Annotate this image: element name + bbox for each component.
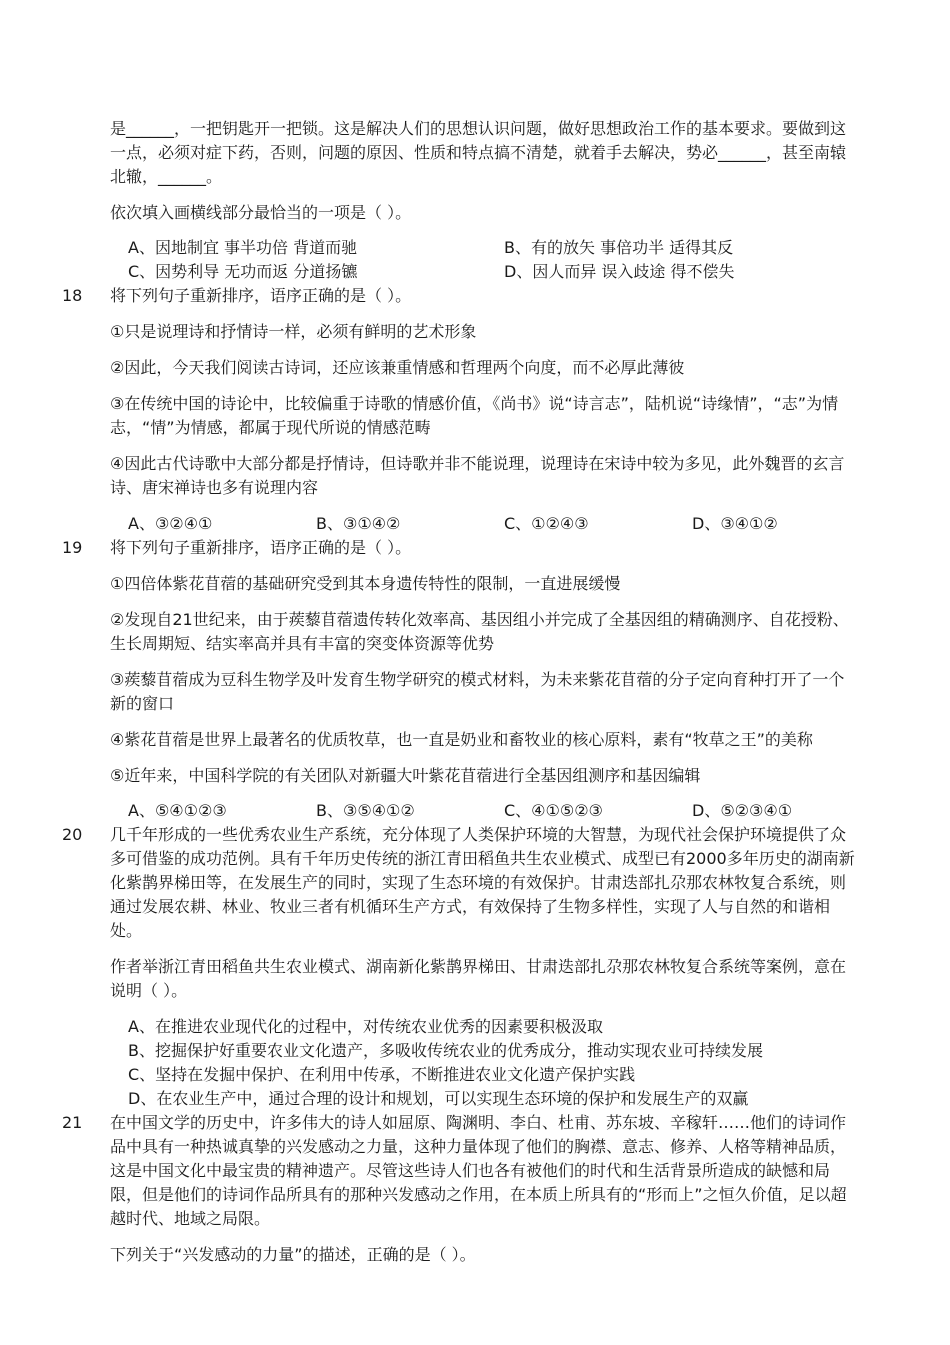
q17-option-a[interactable]: A、因地制宜 事半功倍 背道而驰 [128, 238, 358, 257]
q19-number: 19 [62, 538, 83, 557]
q19-sentence-5: ⑤近年来，中国科学院的有关团队对新疆大叶紫花苜蓿进行全基因组测序和基因编辑 [110, 766, 701, 785]
q19-option-b[interactable]: B、③⑤④①② [316, 801, 415, 820]
q18-number: 18 [62, 286, 83, 305]
q21-number: 21 [62, 1113, 83, 1132]
q17-prompt: 依次填入画横线部分最恰当的一项是（ ）。 [110, 203, 412, 222]
q20-prompt: 作者举浙江青田稻鱼共生农业模式、湖南新化紫鹊界梯田、甘肃迭部扎尕那农林牧复合系统等案例，意在说明（ ）。 [110, 957, 847, 1000]
q20-passage: 几千年形成的一些优秀农业生产系统，充分体现了人类保护环境的大智慧，为现代社会保护环境提供了众多可借鉴的成功范例。具有千年历史传统的浙江青田稻鱼共生农业模式、成型已有2000多年历史的湖南新化紫鹊界梯田等，在发展生产的同时，实现了生态环境的有效保护。甘肃迭部扎尕那农林牧复合系统，则通过发展农耕、林业、牧业三者有机循环生产方式，有效保持了生物多样性，实现了人与自然的和谐相处。 [110, 825, 855, 940]
q19-sentence-3: ③蒺藜苜蓿成为豆科生物学及叶发育生物学研究的模式材料，为未来紫花苜蓿的分子定向育种打开了一个新的窗口 [110, 670, 845, 713]
q19-prompt: 将下列句子重新排序，语序正确的是（ ）。 [110, 538, 412, 557]
q20-option-d[interactable]: D、在农业生产中，通过合理的设计和规划，可以实现生态环境的保护和发展生产的双赢 [128, 1089, 749, 1108]
q19-option-a[interactable]: A、⑤④①②③ [128, 801, 227, 820]
q17-option-b[interactable]: B、有的放矢 事倍功半 适得其反 [504, 238, 734, 257]
q21-passage: 在中国文学的历史中，许多伟大的诗人如屈原、陶渊明、李白、杜甫、苏东坡、辛稼轩……他们的诗词作品中具有一种热诚真挚的兴发感动之力量，这种力量体现了他们的胸襟、意志、修养、人格等精神品质，这是中国文化中最宝贵的精神遗产。尽管这些诗人们也各有被他们的时代和生活背景所造成的缺憾和局限，但是他们的诗词作品所具有的那种兴发感动之作用，在本质上所具有的“形而上”之恒久价值，足以超越时代、地域之局限。 [110, 1113, 847, 1228]
q18-option-c[interactable]: C、①②④③ [504, 514, 589, 533]
q19-sentence-1: ①四倍体紫花苜蓿的基础研究受到其本身遗传特性的限制，一直进展缓慢 [110, 574, 621, 593]
q17-stem: 是______，一把钥匙开一把锁。这是解决人们的思想认识问题，做好思想政治工作的基本要求。要做到这一点，必须对症下药，否则，问题的原因、性质和特点搞不清楚，就着手去解决，势必______，甚至南辕北辙，______。 [110, 119, 847, 186]
q19-sentence-2: ②发现自21世纪来，由于蒺藜苜蓿遗传转化效率高、基因组小并完成了全基因组的精确测序、自花授粉、生长周期短、结实率高并具有丰富的突变体资源等优势 [110, 610, 849, 653]
q20-option-a[interactable]: A、在推进农业现代化的过程中，对传统农业优秀的因素要积极汲取 [128, 1017, 603, 1036]
q18-option-b[interactable]: B、③①④② [316, 514, 401, 533]
q19-option-c[interactable]: C、④①⑤②③ [504, 801, 603, 820]
q17-option-c[interactable]: C、因势利导 无功而返 分道扬镳 [128, 262, 358, 281]
q18-option-d[interactable]: D、③④①② [692, 514, 778, 533]
q20-number: 20 [62, 825, 83, 844]
q18-option-a[interactable]: A、③②④① [128, 514, 213, 533]
q21-prompt: 下列关于“兴发感动的力量”的描述，正确的是（ ）。 [110, 1245, 476, 1264]
q18-sentence-3: ③在传统中国的诗论中，比较偏重于诗歌的情感价值，《尚书》说“诗言志”，陆机说“诗缘情”，“志”为情志，“情”为情感，都属于现代所说的情感范畴 [110, 394, 839, 437]
q19-sentence-4: ④紫花苜蓿是世界上最著名的优质牧草，也一直是奶业和畜牧业的核心原料，素有“牧草之王”的美称 [110, 730, 813, 749]
q20-option-b[interactable]: B、挖掘保护好重要农业文化遗产，多吸收传统农业的优秀成分，推动实现农业可持续发展 [128, 1041, 763, 1060]
q18-prompt: 将下列句子重新排序，语序正确的是（ ）。 [110, 286, 412, 305]
q20-option-c[interactable]: C、坚持在发掘中保护、在利用中传承，不断推进农业文化遗产保护实践 [128, 1065, 636, 1084]
q18-sentence-1: ①只是说理诗和抒情诗一样，必须有鲜明的艺术形象 [110, 322, 477, 341]
q18-sentence-4: ④因此古代诗歌中大部分都是抒情诗，但诗歌并非不能说理，说理诗在宋诗中较为多见，此外魏晋的玄言诗、唐宋禅诗也多有说理内容 [110, 454, 845, 497]
q17-option-d[interactable]: D、因人而异 误入歧途 得不偿失 [504, 262, 735, 281]
q19-option-d[interactable]: D、⑤②③④① [692, 801, 793, 820]
q18-sentence-2: ②因此，今天我们阅读古诗词，还应该兼重情感和哲理两个向度，而不必厚此薄彼 [110, 358, 685, 377]
